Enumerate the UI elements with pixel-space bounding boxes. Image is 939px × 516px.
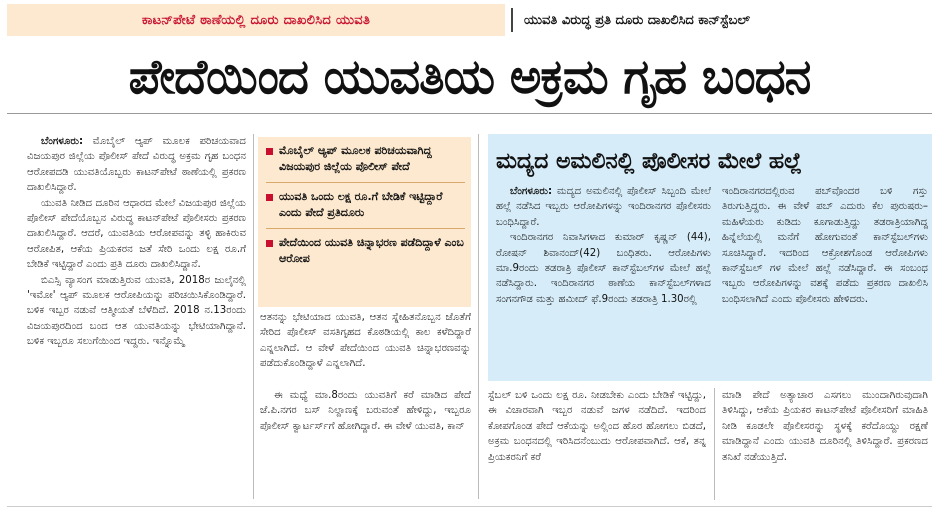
paragraph-text: ಮಾಡಿ ಪೇದೆ ಅತ್ಯಾಚಾರ ಎಸಗಲು ಮುಂದಾಗಿರುವುದಾಗಿ ತಿಳಿಸಿದ್ದು, ಆಕೆಯ ಪ್ರಿಯಕರ ಕಾಟನ್‌ಪೇಟೆ ಪೊಲೀಸರಿಗೆ ಮಾಹಿತಿ ನೀಡಿ ಕೂಡಲೇ ಪೊಲೀಸರನ್ನು ಸ್ಥಳಕ್ಕೆ ಕರೆದೊಯ್ದು ರಕ್ಷಣೆ ಮಾಡಿದ್ದಾನೆ ಎಂದು ಯುವತಿ ದೂರಿನಲ್ಲಿ ತಿಳಿಸಿದ್ದಾರೆ. ಪ್ರಕರಣದ ತನಿಖೆ ನಡೆಯುತ್ತಿದೆ.: [722, 390, 928, 463]
paragraph-text: ಬಿಎಸ್ಸಿ ವ್ಯಾಸಂಗ ಮಾಡುತ್ತಿರುವ ಯುವತಿ, 2018ರ ಜುಲೈನಲ್ಲಿ 'ಇಮೋ' ಆ್ಯಪ್ ಮೂಲಕ ಆರೋಪಿಯನ್ನು ಪರಿಚಯಿಸಿಕೊಂಡಿದ್ದಾರೆ. ಬಳಿಕ ಇಬ್ಬರ ನಡುವೆ ಆತ್ಮೀಯತೆ ಬೆಳೆದಿದೆ. 2018 ನ.13ರಂದು ವಿಜಯಪುರದಿಂದ ಬಂದ ಆತ ಯುವತಿಯನ್ನು ಭೇಟಿಯಾಗಿದ್ದಾನೆ. ಬಳಿಕ ಇಬ್ಬರೂ ಸಲುಗೆಯಿಂದ ಇದ್ದರು. ಇನ್ನೊಮ್ಮೆ: [27, 274, 246, 348]
highlight-divider: [266, 182, 465, 183]
highlight-text: ಯುವತಿ ಒಂದು ಲಕ್ಷ ರೂ.ಗೆ ಬೇಡಿಕೆ ಇಟ್ಟಿದ್ದಾರೆ ಎಂದು ಪೇದೆ ಪ್ರತಿದೂರು: [279, 190, 443, 219]
highlight-text: ಮೊಬೈಲ್ ಆ್ಯಪ್ ಮೂಲಕ ಪರಿಚಯವಾಗಿದ್ದ ವಿಜಯಪುರ ಜಿಲ್ಲೆಯ ಪೊಲೀಸ್ ಪೇದೆ: [279, 144, 432, 173]
highlight-divider: [266, 228, 465, 229]
sidebar-column-1: [496, 184, 711, 376]
article-paragraph: [496, 230, 711, 307]
column-rule: [714, 388, 715, 500]
article-paragraph: [27, 273, 246, 350]
highlight-item: [266, 235, 465, 267]
kicker-left: [7, 4, 505, 36]
paragraph-text: ಇಂದಿರಾನಗರದಲ್ಲಿರುವ ಪಬ್‌ವೊಂದರ ಬಳಿ ಗಸ್ತು ತಿರುಗುತ್ತಿದ್ದರು. ಈ ವೇಳೆ ಪಬ್ ಎದುರು ಕೆಲ ಪುರುಷರು–ಮಹಿಳೆಯರು ಕುಡಿದು ಕೂಗಾಡುತ್ತಿದ್ದು ತಡರಾತ್ರಿಯಾಗಿದ್ದ ಹಿನ್ನೆಲೆಯಲ್ಲಿ ಮನೆಗೆ ಹೋಗುವಂತೆ ಕಾನ್‌ಸ್ಟೆಬಲ್‌ಗಳು ಸೂಚಿಸಿದ್ದಾರೆ. ಇದರಿಂದ ಆಕ್ರೋಶಗೊಂಡ ಆರೋಪಿಗಳು ಕಾನ್‌ಸ್ಟೆಬಲ್ ಗಳ ಮೇಲೆ ಹಲ್ಲೆ ನಡೆಸಿದ್ದಾರೆ. ಈ ಸಂಬಂಧ ಇಬ್ಬರು ಆರೋಪಿಗಳನ್ನು ವಶಕ್ಕೆ ಪಡೆದು ಪ್ರಕರಣ ದಾಖಲಿಸಿ ಬಂಧಿಸಲಾಗಿದೆ ಎಂದು ಪೊಲೀಸರು ಹೇಳಿದರು.: [722, 186, 928, 305]
highlight-item: [266, 143, 465, 175]
bottom-rule: [7, 506, 932, 507]
headline-rule: [7, 113, 932, 114]
kicker-right: [520, 4, 932, 36]
square-bullet-icon: [266, 148, 273, 155]
headline: ಪೇದೆಯಿಂದ ಯುವತಿಯ ಅಕ್ರಮ ಗೃಹ ಬಂಧನ: [128, 49, 811, 105]
kicker-divider: [511, 8, 513, 32]
paragraph-text: ಆತನನ್ನು ಭೇಟಿಯಾದ ಯುವತಿ, ಆತನ ಸ್ನೇಹಿತನೊಬ್ಬನ ಜೊತೆಗೆ ಸೇರಿದ ಪೊಲೀಸ್ ವಸತಿಗೃಹದ ಕೊಠಡಿಯಲ್ಲಿ ಕಾಲ ಕಳೆದಿದ್ದಾರೆ ಎನ್ನಲಾಗಿದೆ. ಆ ವೇಳೆ ಪೇದೆಯಿಂದ ಯುವತಿ ಚಿನ್ನಾಭರಣವನ್ನು ಪಡೆದುಕೊಂಡಿದ್ದಾಳೆ ಎನ್ನಲಾಗಿದೆ.: [260, 312, 471, 370]
column-rule: [253, 134, 254, 499]
article-paragraph: [27, 196, 246, 273]
article-column-2-upper: [260, 310, 471, 385]
dateline: ಬೆಂಗಳೂರು:: [41, 136, 84, 147]
article-column-3: [488, 388, 706, 500]
sidebar-title: ಮದ್ಯದ ಅಮಲಿನಲ್ಲಿ ಪೊಲೀಸರ ಮೇಲೆ ಹಲ್ಲೆ: [496, 148, 802, 174]
paragraph-text: ಯುವತಿ ನೀಡಿದ ದೂರಿನ ಆಧಾರದ ಮೇಲೆ ವಿಜಯಪುರ ಜಿಲ್ಲೆಯ ಪೊಲೀಸ್ ಪೇದೆಯೊಬ್ಬನ ವಿರುದ್ಧ ಕಾಟನ್‌ಪೇಟೆ ಪೊಲೀಸರು ಪ್ರಕರಣ ದಾಖಲಿಸಿದ್ದಾರೆ. ಆದರೆ, ಯುವತಿಯ ಆರೋಪವನ್ನು ತಳ್ಳಿ ಹಾಕಿರುವ ಆರೋಪಿತ, ಆಕೆಯ ಪ್ರಿಯಕರನ ಜತೆ ಸೇರಿ ಒಂದು ಲಕ್ಷ ರೂ.ಗೆ ಬೇಡಿಕೆ ಇಟ್ಟಿದ್ದಾರೆ ಎಂದು ಪ್ರತಿ ದೂರು ದಾಖಲಿಸಿದ್ದಾನೆ.: [27, 197, 246, 271]
paragraph-text: ಸ್ಟೆಬಲ್ ಬಳಿ ಒಂದು ಲಕ್ಷ ರೂ. ನೀಡಬೇಕು ಎಂದು ಬೇಡಿಕೆ ಇಟ್ಟಿದ್ದು, ಈ ವಿಚಾರವಾಗಿ ಇಬ್ಬರ ನಡುವೆ ಜಗಳ ನಡೆದಿದೆ. ಇದರಿಂದ ಕೋಪಗೊಂಡ ಪೇದೆ ಆಕೆಯನ್ನು ಅಲ್ಲಿಂದ ಹೊರ ಹೋಗಲು ಬಿಡದೆ, ಅಕ್ರಮ ಬಂಧನದಲ್ಲಿ ಇರಿಸಿದನೆಂಬುದು ಆರೋಪವಾಗಿದೆ. ಆಕೆ, ತನ್ನ ಪ್ರಿಯಕರನಿಗೆ ಕರೆ: [488, 390, 706, 463]
highlight-text: ಪೇದೆಯಿಂದ ಯುವತಿ ಚಿನ್ನಾಭರಣ ಪಡೆದಿದ್ದಾಳೆ ಎಂಬ ಆರೋಪ: [279, 236, 464, 265]
column-rule: [478, 134, 479, 499]
article-column-2-lower: [260, 388, 471, 500]
square-bullet-icon: [266, 194, 273, 201]
sidebar-column-2: [722, 184, 928, 376]
paragraph-text: ಈ ಮಧ್ಯೆ ಮಾ.8ರಂದು ಯುವತಿಗೆ ಕರೆ ಮಾಡಿದ ಪೇದೆ ಜೆ.ಪಿ.ನಗರ ಬಸ್ ನಿಲ್ದಾಣಕ್ಕೆ ಬರುವಂತೆ ಹೇಳಿದ್ದು, ಇಬ್ಬರೂ ಪೊಲೀಸ್ ಕ್ವಾರ್ಟರ್ಸ್‌ಗೆ ಹೋಗಿದ್ದಾರೆ. ಈ ವೇಳೆ ಯುವತಿ, ಕಾನ್‌: [260, 390, 471, 432]
kicker-right-text: ಯುವತಿ ವಿರುದ್ಧ ಪ್ರತಿ ದೂರು ದಾಖಲಿಸಿದ ಕಾನ್‌ಸ್ಟೆಬಲ್: [524, 12, 750, 28]
article-column-1: [27, 134, 246, 499]
paragraph-text: ಮೊಬೈಲ್ ಆ್ಯಪ್ ಮೂಲಕ ಪರಿಚಯವಾದ ವಿಜಯಪುರ ಜಿಲ್ಲೆಯ ಪೊಲೀಸ್ ಪೇದೆ ವಿರುದ್ಧ ಅಕ್ರಮ ಗೃಹ ಬಂಧನ ಆರೋಪದಡಿ ಯುವತಿಯೊಬ್ಬರು ಕಾಟನ್‌ಪೇಟೆ ಠಾಣೆಯಲ್ಲಿ ಪ್ರಕರಣ ದಾಖಲಿಸಿದ್ದಾರೆ.: [27, 136, 246, 194]
dateline: ಬೆಂಗಳೂರು:: [510, 186, 553, 197]
square-bullet-icon: [266, 240, 273, 247]
kicker-left-text: ಕಾಟನ್‌ಪೇಟೆ ಠಾಣೆಯಲ್ಲಿ ದೂರು ದಾಖಲಿಸಿದ ಯುವತಿ: [141, 12, 371, 28]
article-paragraph: [496, 184, 711, 230]
highlight-item: [266, 189, 465, 221]
highlights-box: [258, 137, 471, 307]
article-paragraph: [27, 134, 246, 196]
paragraph-text: ಇಂದಿರಾನಗರ ನಿವಾಸಿಗಳಾದ ಕುಮಾರ್ ಕೃಷ್ಣನ್ (44), ರೋಷನ್ ಶಿವಾನಂದ್(42) ಬಂಧಿತರು. ಆರೋಪಿಗಳು ಮಾ.9ರಂದು ತಡರಾತ್ರಿ ಪೊಲೀಸ್ ಕಾನ್‌ಸ್ಟೆಬಲ್‌ಗಳ ಮೇಲೆ ಹಲ್ಲೆ ನಡೆಸಿದ್ದಾರು. ಇಂದಿರಾನಗರ ಠಾಣೆಯ ಕಾನ್‌ಸ್ಟೆಬಲ್‌ಗಳಾದ ಸಂಗನಗೌಡ ಮತ್ತು ಹಮೀದ್ ಫೆ.9ರಂದು ತಡರಾತ್ರಿ 1.30ರಲ್ಲಿ: [496, 232, 711, 305]
paragraph-text: ಮದ್ಯದ ಅಮಲಿನಲ್ಲಿ ಪೊಲೀಸ್ ಸಿಬ್ಬಂದಿ ಮೇಲೆ ಹಲ್ಲೆ ನಡೆಸಿದ ಇಬ್ಬರು ಆರೋಪಿಗಳನ್ನು ಇಂದಿರಾನಗರ ಪೊಲೀಸರು ಬಂಧಿಸಿದ್ದಾರೆ.: [496, 186, 711, 228]
article-column-4: [722, 388, 928, 500]
